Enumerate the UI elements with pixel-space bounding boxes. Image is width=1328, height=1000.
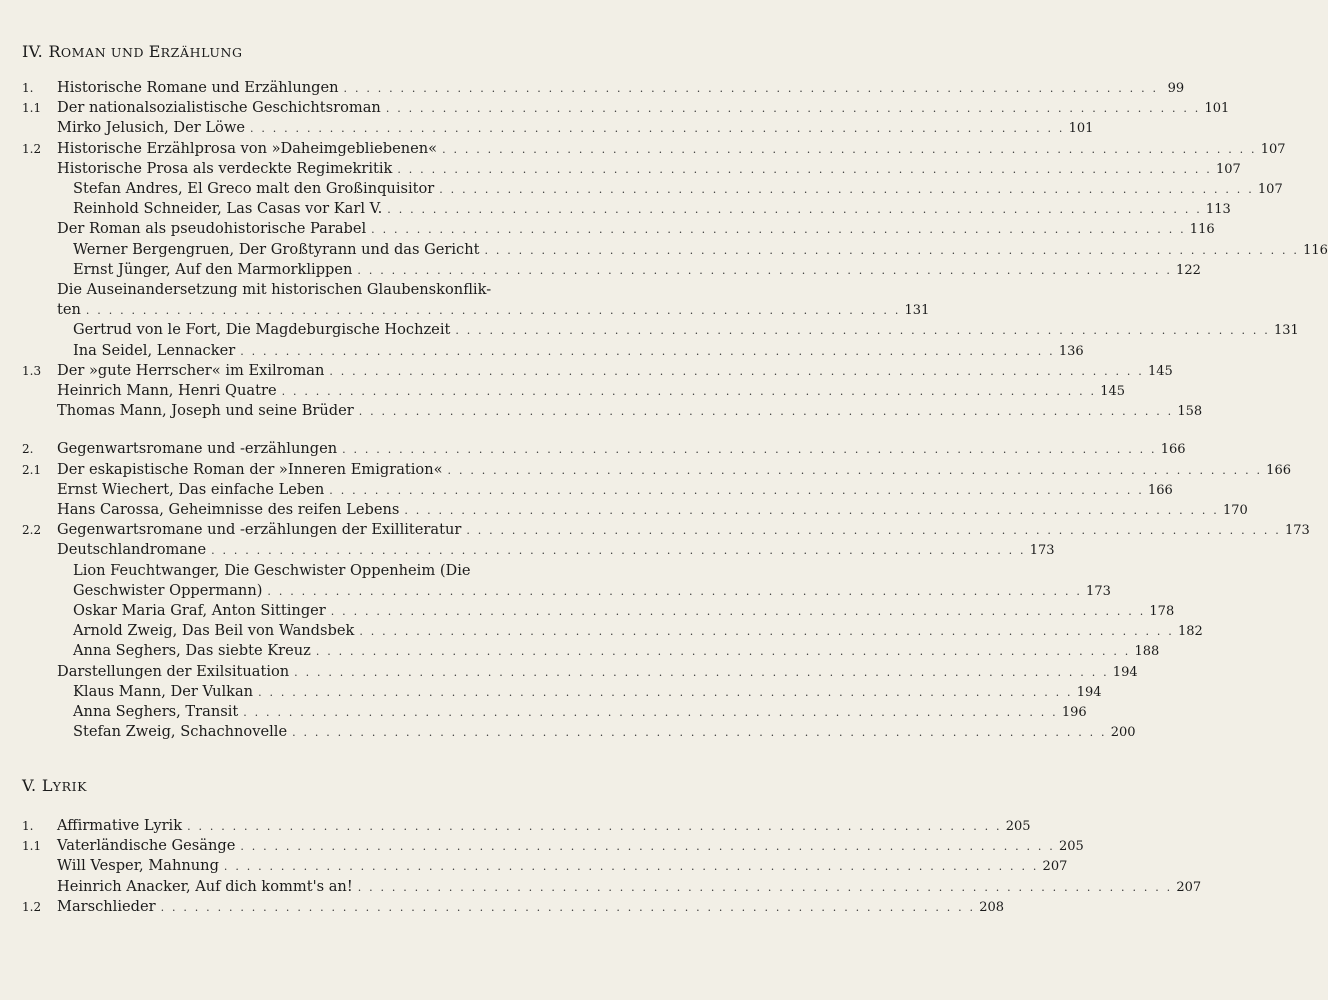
dot-leader: . . . . . . . . . . . . . . . . . . . . . . . . . . . . . . . . . . . . . . . . . . . . . . . . . . . . . . . . . . . . . . . . . . . . . . . . bbox=[187, 820, 1002, 833]
toc-entry-title: Der Roman als pseudohistorische Parabel bbox=[57, 220, 367, 238]
dot-leader: . . . . . . . . . . . . . . . . . . . . . . . . . . . . . . . . . . . . . . . . . . . . . . . . . . . . . . . . . . . . . . . . . . . . . . . . bbox=[455, 324, 1270, 338]
toc-entry[interactable] bbox=[22, 178, 1283, 200]
toc-entry-page: 131 bbox=[1273, 323, 1299, 339]
dot-leader: . . . . . . . . . . . . . . . . . . . . . . . . . . . . . . . . . . . . . . . . . . . . . . . . . . . . . . . . . . . . . . . . . . . . . . . . bbox=[315, 645, 1131, 659]
toc-entry[interactable] bbox=[22, 117, 1094, 139]
toc-entry-title: Anna Seghers, Das siebte Kreuz bbox=[73, 642, 311, 660]
dot-leader: . . . . . . . . . . . . . . . . . . . . . . . . . . . . . . . . . . . . . . . . . . . . . . . . . . . . . . . . . . . . . . . . . . . . . . . . bbox=[385, 102, 1201, 116]
toc-entry-title: Gegenwartsromane und -erzählungen der Exilliteratur bbox=[57, 521, 462, 539]
toc-entry-title: Oskar Maria Graf, Anton Sittinger bbox=[73, 602, 326, 619]
dot-leader: . . . . . . . . . . . . . . . . . . . . . . . . . . . . . . . . . . . . . . . . . . . . . . . . . . . . . . . . . . . . . . . . . . . . . . . . bbox=[294, 665, 1109, 679]
toc-entry-number: 1. bbox=[22, 81, 34, 95]
section-numeral: V. bbox=[22, 776, 37, 795]
dot-leader: . . . . . . . . . . . . . . . . . . . . . . . . . . . . . . . . . . . . . . . . . . . . . . . . . . . . . . . . . . . . . . . . . . . . . . . . bbox=[211, 544, 1026, 558]
toc-entry-title: Werner Bergengruen, Der Großtyrann und das Gericht bbox=[73, 240, 480, 258]
toc-entry-title: Marschlieder bbox=[57, 897, 156, 915]
toc-entry[interactable] bbox=[22, 138, 1286, 160]
toc-entry[interactable] bbox=[22, 319, 1299, 341]
toc-entry-number: 1.3 bbox=[22, 363, 42, 378]
toc-entry-page: 205 bbox=[1058, 839, 1084, 855]
toc-entry-page: 131 bbox=[904, 303, 930, 319]
dot-leader: . . . . . . . . . . . . . . . . . . . . . . . . . . . . . . . . . . . . . . . . . . . . . . . . . . . . . . . . . . . . . . . . . . . . . . . . bbox=[160, 900, 976, 914]
toc-entry-title: ten bbox=[57, 301, 81, 319]
section-title-rest2: RZÄHLUNG bbox=[160, 45, 243, 60]
toc-entry-title: Deutschlandromane bbox=[57, 541, 207, 559]
dot-leader: . . . . . . . . . . . . . . . . . . . . . . . . . . . . . . . . . . . . . . . . . . . . . . . . . . . . . . . . . . . . . . . . . . . . . . . . bbox=[330, 605, 1146, 618]
toc-entry[interactable] bbox=[22, 198, 1231, 220]
toc-entry-title: Arnold Zweig, Das Beil von Wandsbek bbox=[73, 622, 355, 640]
toc-entry-title: Reinhold Schneider, Las Casas vor Karl V. bbox=[73, 200, 383, 218]
toc-entry-title: Der »gute Herrscher« im Exilroman bbox=[57, 361, 325, 379]
toc-entry-title: Affirmative Lyrik bbox=[57, 817, 183, 834]
toc-entry-title: Stefan Zweig, Schachnovelle bbox=[73, 723, 288, 741]
toc-entry[interactable] bbox=[22, 380, 1126, 402]
toc-entry-title: Ernst Jünger, Auf den Marmorklippen bbox=[73, 260, 353, 278]
dot-leader: . . . . . . . . . . . . . . . . . . . . . . . . . . . . . . . . . . . . . . . . . . . . . . . . . . . . . . . . . . . . . . . . . . . . . . . . bbox=[342, 443, 1157, 457]
dot-leader: . . . . . . . . . . . . . . . . . . . . . . . . . . . . . . . . . . . . . . . . . . . . . . . . . . . . . . . . . . . . . . . . . . . . . . . . bbox=[439, 183, 1254, 196]
toc-entry-title: Mirko Jelusich, Der Löwe bbox=[57, 119, 245, 137]
toc-entry-page: 208 bbox=[979, 899, 1005, 915]
toc-entry-title: Klaus Mann, Der Vulkan bbox=[73, 682, 254, 700]
section-title-cap: L bbox=[41, 776, 53, 795]
toc-entry[interactable] bbox=[22, 876, 1202, 898]
toc-entry-title: Ernst Wiechert, Das einfache Leben bbox=[57, 480, 325, 498]
toc-entry[interactable] bbox=[22, 438, 1186, 460]
section-title-cap: R bbox=[48, 42, 61, 61]
toc-entry-title: Will Vesper, Mahnung bbox=[57, 857, 219, 875]
toc-entry[interactable] bbox=[22, 459, 1291, 481]
toc-entry-title: Lion Feuchtwanger, Die Geschwister Oppenheim (Die bbox=[73, 561, 471, 579]
toc-entry-page: 207 bbox=[1042, 859, 1068, 875]
toc-entry[interactable] bbox=[22, 519, 1310, 541]
toc-entry-title: Vaterländische Gesänge bbox=[57, 837, 236, 855]
toc-entry-title: Der eskapistische Roman der »Inneren Emigration« bbox=[57, 460, 443, 478]
toc-entry-title: Stefan Andres, El Greco malt den Großinquisitor bbox=[73, 180, 435, 197]
toc-entry[interactable] bbox=[22, 580, 1111, 602]
section-heading bbox=[22, 42, 243, 61]
toc-entry-number: 1.1 bbox=[22, 101, 42, 116]
toc-entry[interactable] bbox=[22, 560, 544, 582]
section-title-rest: OMAN UND bbox=[60, 45, 149, 60]
dot-leader: . . . . . . . . . . . . . . . . . . . . . . . . . . . . . . . . . . . . . . . . . . . . . . . . . . . . . . . . . . . . . . . . . . . . . . . . bbox=[371, 223, 1186, 237]
toc-entry-page: 113 bbox=[1205, 202, 1231, 218]
toc-entry[interactable] bbox=[22, 661, 1138, 683]
toc-entry-page: 194 bbox=[1076, 684, 1102, 700]
toc-entry-title: Historische Romane und Erzählungen bbox=[57, 79, 339, 96]
toc-entry-page: 182 bbox=[1177, 624, 1203, 640]
toc-entry-page: 196 bbox=[1061, 705, 1087, 720]
dot-leader: . . . . . . . . . . . . . . . . . . . . . . . . . . . . . . . . . . . . . . . . . . . . . . . . . . . . . . . . . . . . . . . . . . . . . . . . bbox=[447, 463, 1263, 477]
dot-leader: . . . . . . . . . . . . . . . . . . . . . . . . . . . . . . . . . . . . . . . . . . . . . . . . . . . . . . . . . . . . . . . . . . . . . . . . bbox=[292, 726, 1107, 740]
toc-entry-title: Gertrud von le Fort, Die Magdeburgische Hochzeit bbox=[73, 321, 451, 339]
toc-entry-number: 1.2 bbox=[22, 899, 42, 914]
toc-entry[interactable] bbox=[22, 77, 1185, 99]
dot-leader: . . . . . . . . . . . . . . . . . . . . . . . . . . . . . . . . . . . . . . . . . . . . . . . . . . . . . . . . . . . . . . . . . . . . . . . . bbox=[223, 860, 1039, 874]
toc-entry-page: 166 bbox=[1160, 442, 1186, 458]
dot-leader: . . . . . . . . . . . . . . . . . . . . . . . . . . . . . . . . . . . . . . . . . . . . . . . . . . . . . . . . . . . . . . . . . . . . . . . . bbox=[358, 405, 1174, 419]
toc-entry-page: 200 bbox=[1110, 725, 1136, 741]
toc-entry-page: 178 bbox=[1149, 604, 1175, 619]
dot-leader: . . . . . . . . . . . . . . . . . . . . . . . . . . . . . . . . . . . . . . . . . . . . . . . . . . . . . . . . . . . . . . . . . . . . . . . . bbox=[281, 385, 1097, 398]
toc-entry-page: 173 bbox=[1086, 583, 1111, 599]
toc-entry-title: Darstellungen der Exilsituation bbox=[57, 662, 290, 680]
toc-entry[interactable] bbox=[22, 158, 1241, 180]
toc-entry-title: Gegenwartsromane und -erzählungen bbox=[57, 440, 338, 458]
dot-leader: . . . . . . . . . . . . . . . . . . . . . . . . . . . . . . . . . . . . . . . . . . . . . . . . . . . . . . . . . . . . . . . . . . . . . . . . bbox=[442, 142, 1257, 156]
dot-leader: . . . . . . . . . . . . . . . . . . . . . . . . . . . . . . . . . . . . . . . . . . . . . . . . . . . . . . . . . . . . . . . . . . . . . . . . bbox=[329, 364, 1145, 378]
toc-entry-page: 173 bbox=[1029, 543, 1055, 559]
dot-leader: . . . . . . . . . . . . . . . . . . . . . . . . . . . . . . . . . . . . . . . . . . . . . . . . . . . . . . . . . . . . . . . . . . . . . . . . bbox=[404, 504, 1219, 517]
toc-entry-page: 136 bbox=[1058, 343, 1084, 359]
toc-entry[interactable] bbox=[22, 681, 1102, 703]
toc-entry-page: 116 bbox=[1303, 242, 1328, 258]
section-numeral: IV. bbox=[22, 42, 44, 61]
toc-entry[interactable] bbox=[22, 835, 1084, 857]
toc-entry-page: 101 bbox=[1204, 101, 1230, 117]
toc-entry[interactable] bbox=[22, 855, 1068, 877]
toc-entry[interactable] bbox=[22, 721, 1136, 743]
dot-leader: . . . . . . . . . . . . . . . . . . . . . . . . . . . . . . . . . . . . . . . . . . . . . . . . . . . . . . . . . . . . . . . . . . . . . . . . bbox=[240, 344, 1055, 358]
toc-entry[interactable] bbox=[22, 640, 1160, 662]
toc-entry-title: Die Auseinandersetzung mit historischen Glaubenskonflik- bbox=[57, 281, 492, 298]
toc-entry-page: 101 bbox=[1068, 121, 1094, 137]
toc-entry-title: Hans Carossa, Geheimnisse des reifen Lebens bbox=[57, 501, 400, 518]
toc-entry-page: 99 bbox=[1167, 81, 1185, 96]
section-heading bbox=[22, 776, 87, 795]
toc-entry[interactable] bbox=[22, 218, 1215, 240]
toc-entry[interactable] bbox=[22, 620, 1203, 642]
toc-entry-page: 173 bbox=[1284, 523, 1310, 539]
toc-entry-title: Thomas Mann, Joseph und seine Brüder bbox=[57, 402, 354, 420]
toc-entry-number: 2.2 bbox=[22, 523, 42, 538]
toc-entry[interactable] bbox=[22, 896, 1005, 918]
toc-entry[interactable] bbox=[22, 499, 1248, 521]
toc-entry-number: 1.1 bbox=[22, 839, 42, 854]
toc-entry-number: 1.2 bbox=[22, 141, 42, 156]
toc-entry-title: Geschwister Oppermann) bbox=[73, 581, 263, 599]
dot-leader: . . . . . . . . . . . . . . . . . . . . . . . . . . . . . . . . . . . . . . . . . . . . . . . . . . . . . . . . . . . . . . . . . . . . . . . . bbox=[329, 483, 1144, 497]
toc-entry[interactable] bbox=[22, 360, 1173, 382]
toc-entry[interactable] bbox=[22, 299, 930, 321]
dot-leader: . . . . . . . . . . . . . . . . . . . . . . . . . . . . . . . . . . . . . . . . . . . . . . . . . . . . . . . . . . . . . . . . . . . . . . . . bbox=[466, 524, 1281, 538]
toc-entry-page: 166 bbox=[1147, 482, 1173, 498]
toc-entry-page: 194 bbox=[1112, 664, 1138, 680]
toc-entry-title: Historische Erzählprosa von »Daheimgebliebenen« bbox=[57, 139, 438, 157]
dot-leader: . . . . . . . . . . . . . . . . . . . . . . . . . . . . . . . . . . . . . . . . . . . . . . . . . . . . . . . . . . . . . . . . . . . . . . . . bbox=[359, 625, 1174, 639]
toc-entry[interactable] bbox=[22, 539, 1055, 561]
dot-leader: . . . . . . . . . . . . . . . . . . . . . . . . . . . . . . . . . . . . . . . . . . . . . . . . . . . . . . . . . . . . . . . . . . . . . . . . bbox=[343, 82, 1159, 95]
toc-entry-page: 170 bbox=[1222, 503, 1248, 518]
toc-entry-number: 2.1 bbox=[22, 462, 42, 477]
toc-entry[interactable] bbox=[22, 701, 1087, 723]
toc-entry-page: 116 bbox=[1189, 222, 1215, 238]
toc-entry-title: Anna Seghers, Transit bbox=[73, 703, 239, 720]
dot-leader: . . . . . . . . . . . . . . . . . . . . . . . . . . . . . . . . . . . . . . . . . . . . . . . . . . . . . . . . . . . . . . . . . . . . . . . . bbox=[357, 263, 1173, 277]
dot-leader: . . . . . . . . . . . . . . . . . . . . . . . . . . . . . . . . . . . . . . . . . . . . . . . . . . . . . . . . . . . . . . . . . . . . . . . . bbox=[240, 840, 1055, 854]
toc-entry-page: 122 bbox=[1176, 262, 1201, 278]
toc-entry-page: 145 bbox=[1148, 363, 1173, 379]
toc-entry-title: Heinrich Mann, Henri Quatre bbox=[57, 382, 277, 399]
toc-entry-title: Historische Prosa als verdeckte Regimekritik bbox=[57, 159, 393, 177]
toc-entry[interactable] bbox=[22, 239, 1328, 261]
dot-leader: . . . . . . . . . . . . . . . . . . . . . . . . . . . . . . . . . . . . . . . . . . . . . . . . . . . . . . . . . . . . . . . . . . . . . . . . bbox=[387, 203, 1202, 217]
toc-entry-page: 107 bbox=[1260, 141, 1286, 157]
toc-entry-title: Der nationalsozialistische Geschichtsroman bbox=[57, 99, 381, 117]
toc-entry-page: 207 bbox=[1176, 879, 1202, 895]
toc-entry[interactable] bbox=[22, 279, 544, 301]
toc-entry[interactable] bbox=[22, 259, 1201, 281]
dot-leader: . . . . . . . . . . . . . . . . . . . . . . . . . . . . . . . . . . . . . . . . . . . . . . . . . . . . . . . . . . . . . . . . . . . . . . . . bbox=[267, 584, 1083, 598]
toc-entry-number: 1. bbox=[22, 819, 34, 833]
toc-entry-page: 107 bbox=[1216, 161, 1241, 177]
dot-leader: . . . . . . . . . . . . . . . . . . . . . . . . . . . . . . . . . . . . . . . . . . . . . . . . . . . . . . . . . . . . . . . . . . . . . . . . bbox=[249, 122, 1065, 136]
toc-entry-page: 145 bbox=[1100, 384, 1126, 399]
toc-entry-page: 158 bbox=[1177, 404, 1203, 420]
section-title-cap2: E bbox=[148, 42, 161, 61]
dot-leader: . . . . . . . . . . . . . . . . . . . . . . . . . . . . . . . . . . . . . . . . . . . . . . . . . . . . . . . . . . . . . . . . . . . . . . . . bbox=[85, 304, 901, 318]
dot-leader: . . . . . . . . . . . . . . . . . . . . . . . . . . . . . . . . . . . . . . . . . . . . . . . . . . . . . . . . . . . . . . . . . . . . . . . . bbox=[243, 706, 1058, 719]
toc-entry[interactable] bbox=[22, 479, 1173, 501]
toc-entry-title: Heinrich Anacker, Auf dich kommt's an! bbox=[57, 877, 353, 895]
toc-entry[interactable] bbox=[22, 97, 1230, 119]
toc-entry-page: 205 bbox=[1005, 819, 1031, 834]
toc-entry[interactable] bbox=[22, 340, 1084, 362]
section-title-rest: YRIK bbox=[52, 779, 88, 794]
toc-entry-number: 2. bbox=[22, 442, 34, 457]
toc-entry[interactable] bbox=[22, 400, 1203, 422]
dot-leader: . . . . . . . . . . . . . . . . . . . . . . . . . . . . . . . . . . . . . . . . . . . . . . . . . . . . . . . . . . . . . . . . . . . . . . . . bbox=[484, 243, 1300, 257]
dot-leader: . . . . . . . . . . . . . . . . . . . . . . . . . . . . . . . . . . . . . . . . . . . . . . . . . . . . . . . . . . . . . . . . . . . . . . . . bbox=[397, 162, 1213, 176]
toc-entry-page: 166 bbox=[1266, 462, 1291, 478]
toc-entry[interactable] bbox=[22, 600, 1175, 622]
toc-entry-page: 107 bbox=[1257, 182, 1283, 197]
toc-entry-page: 188 bbox=[1134, 644, 1160, 660]
toc-entry-title: Ina Seidel, Lennacker bbox=[73, 341, 236, 359]
toc-entry[interactable] bbox=[22, 815, 1031, 837]
dot-leader: . . . . . . . . . . . . . . . . . . . . . . . . . . . . . . . . . . . . . . . . . . . . . . . . . . . . . . . . . . . . . . . . . . . . . . . . bbox=[357, 880, 1173, 894]
dot-leader: . . . . . . . . . . . . . . . . . . . . . . . . . . . . . . . . . . . . . . . . . . . . . . . . . . . . . . . . . . . . . . . . . . . . . . . . bbox=[258, 685, 1073, 699]
